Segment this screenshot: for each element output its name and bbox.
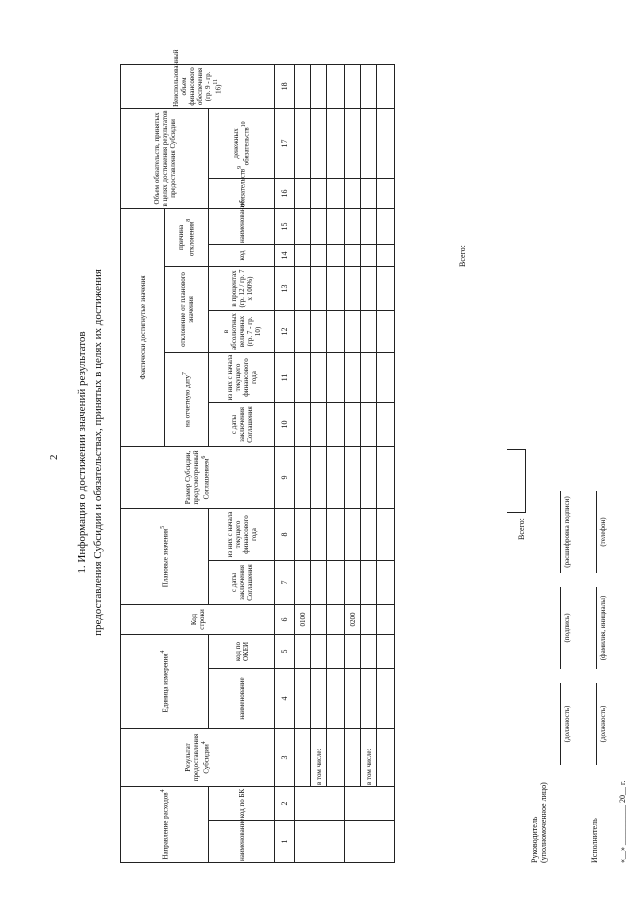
header-reason-code: код (209, 245, 275, 267)
header-unit: Единица измерения$^4$ (121, 635, 209, 729)
header-unit-name: наименование (209, 669, 275, 729)
column-number: 10 (275, 403, 295, 447)
header-actual-from-year: из них с начала текущего финансового года (209, 353, 275, 403)
phone-caption: (телефон) (599, 517, 607, 547)
date-field: «__» __________ 20__ г. (618, 780, 627, 863)
decoding-caption: (расшифровка подписи) (563, 496, 571, 568)
including-label: в том числе: (311, 729, 327, 787)
column-number-row (275, 64, 295, 862)
header-direction: Направление расходов$^4$ (121, 787, 209, 863)
fio-caption: (фамилия, инициалы) (599, 595, 607, 661)
line-code: 0200 (345, 605, 361, 635)
column-number: 9 (275, 447, 295, 509)
header-plan-from-year: из них с начала текущего финансового года (209, 509, 275, 561)
signature-line (560, 587, 561, 669)
table-row (377, 64, 395, 862)
header-obligations-col1: обязательств$^9$ (209, 178, 275, 208)
table-row (295, 64, 311, 862)
column-number: 6 (275, 605, 295, 635)
total-label: Всего: (517, 518, 526, 540)
results-table (120, 49, 395, 863)
header-report-date: на отчетную дату$^7$ (165, 353, 209, 447)
column-number: 17 (275, 108, 295, 178)
header-deviation-percent: в процентах (гр. 12 / гр. 7 х 100%) (209, 267, 275, 311)
report-title: 1. Информация о достижении значений результатов (76, 331, 88, 574)
including-label: в том числе: (361, 729, 377, 787)
header-actual-from-agreement: с даты заключения Соглашения (209, 403, 275, 447)
position-line (560, 683, 561, 765)
column-number: 1 (275, 821, 295, 863)
column-number: 11 (275, 353, 295, 403)
column-number: 12 (275, 311, 295, 353)
phone-line (596, 491, 597, 573)
header-direction-name: наименование (209, 821, 275, 863)
table-row (327, 64, 345, 862)
header-unused: Неиспользованный объем финансового обеспечения (гр. 9 - гр. 16)$^{11}$ (121, 64, 275, 108)
executor-position-line (596, 683, 597, 765)
header-okei-code: код по ОКЕИ (209, 635, 275, 669)
header-bk-code: код по БК (209, 787, 275, 821)
column-number: 5 (275, 635, 295, 669)
header-deviation-abs: в абсолютных величинах (гр. 7 - гр. 10) (209, 311, 275, 353)
header-line-code: Код строки (121, 605, 275, 635)
column-number: 2 (275, 787, 295, 821)
column-number: 13 (275, 267, 295, 311)
table-row (311, 64, 327, 862)
position-caption: (должность) (563, 705, 571, 743)
header-obligations: Объем обязательств, принятых в целях достижения результатов предоставления Субсидии (121, 108, 209, 208)
header-deviation: отклонение от планового значения (165, 267, 209, 353)
column-number: 3 (275, 729, 295, 787)
header-plan: Плановые значения$^5$ (121, 509, 209, 605)
executor-position-caption: (должность) (599, 705, 607, 743)
signature-caption: (подпись) (563, 613, 571, 643)
executor-label: Исполнитель (590, 818, 599, 863)
column-number: 18 (275, 64, 295, 108)
report-subtitle: предоставления Субсидии и обязательствах, принятых в целях их достижения (92, 269, 104, 636)
total-label: Всего: (458, 245, 467, 267)
header-deviation-reason: причина отклонения$^8$ (165, 208, 209, 266)
page-number: 2 (48, 454, 60, 460)
head-label: Руководитель (уполномоченное лицо) (530, 782, 548, 863)
column-number: 16 (275, 178, 295, 208)
table-row (345, 64, 361, 862)
column-number: 14 (275, 245, 295, 267)
header-obligations-col2: денежных обязательств$^{10}$ (209, 108, 275, 178)
line-code: 0100 (295, 605, 311, 635)
decoding-line (560, 491, 561, 573)
column-number: 8 (275, 509, 295, 561)
total-cell (507, 449, 526, 513)
header-result: Результат предоставления Субсидии$^4$ (121, 729, 275, 787)
column-number: 15 (275, 208, 295, 244)
column-number: 7 (275, 561, 295, 605)
column-number: 4 (275, 669, 295, 729)
header-reason-name: наименование (209, 208, 275, 244)
fio-line (596, 587, 597, 669)
header-actual: Фактически достигнутые значения (121, 208, 165, 446)
header-subsidy-size: Размер Субсидии, предусмотренный Соглашением$^6$ (121, 447, 275, 509)
header-plan-from-agreement: с даты заключения Соглашения (209, 561, 275, 605)
table-row (361, 64, 377, 862)
